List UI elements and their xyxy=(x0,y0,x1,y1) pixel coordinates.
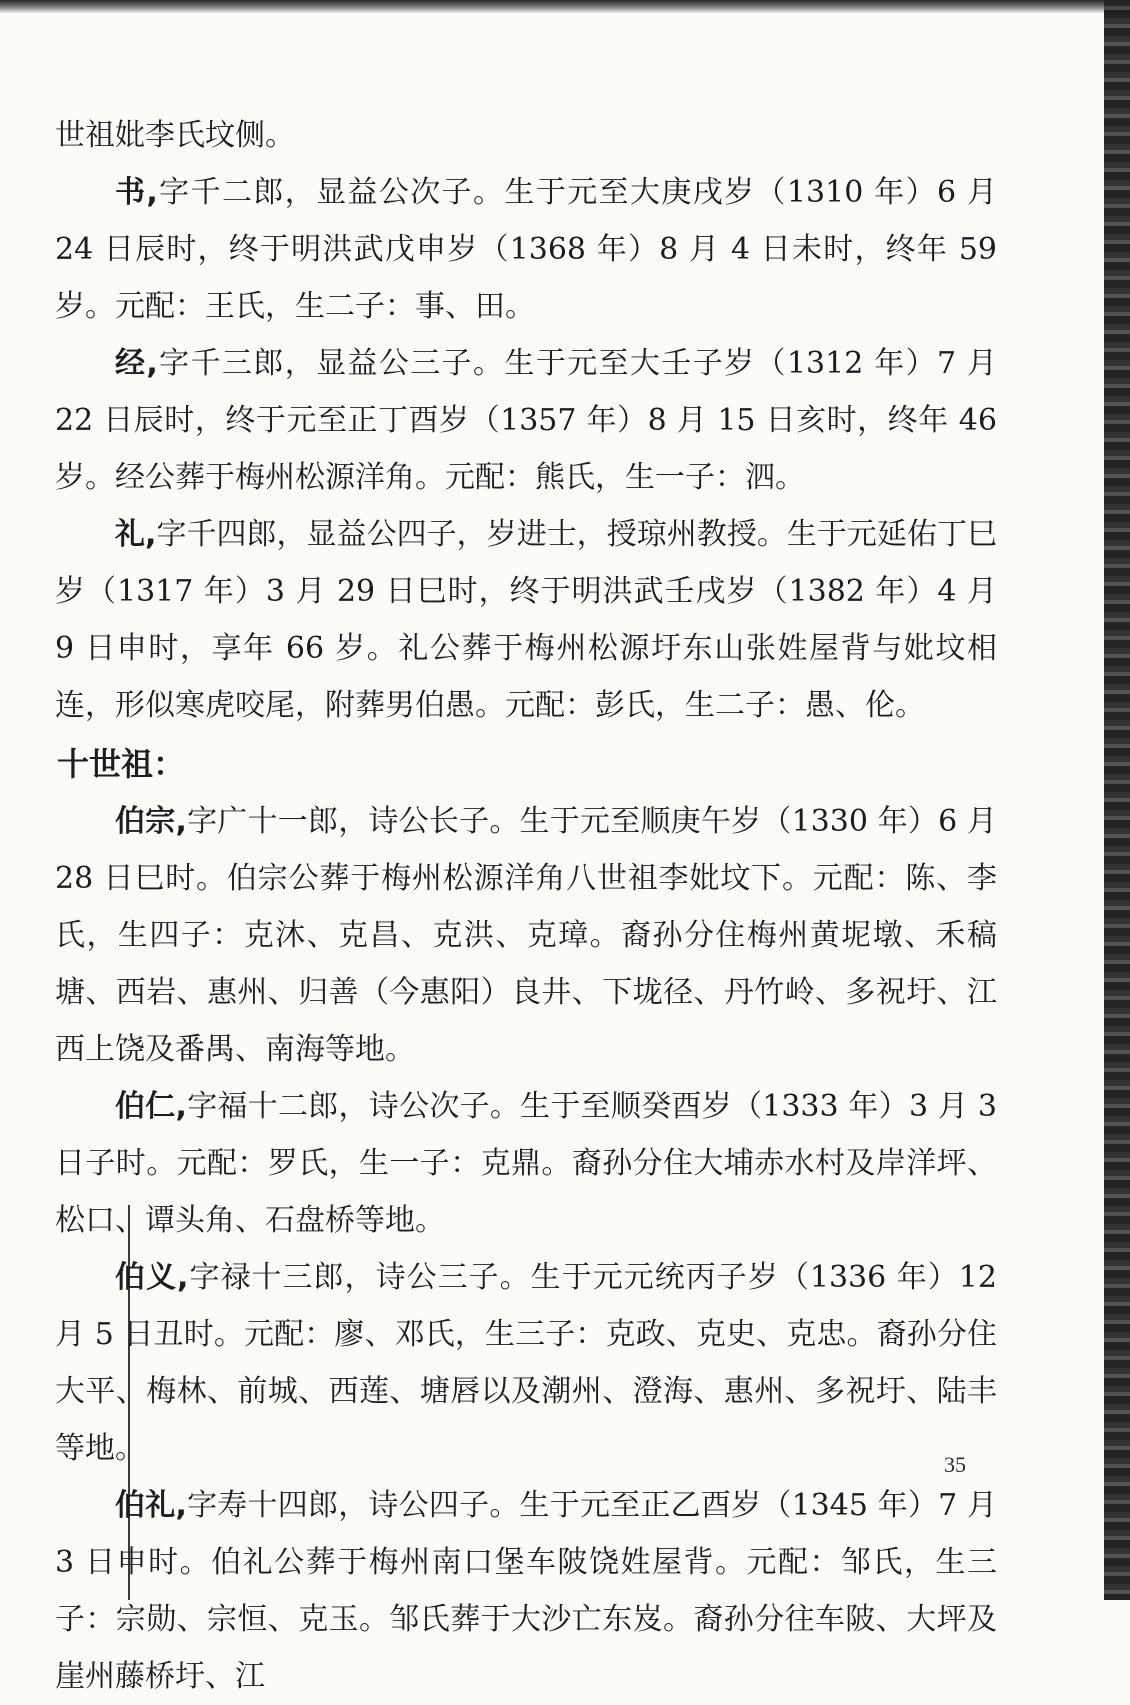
entry-name: 伯义, xyxy=(115,1260,189,1295)
entry-name: 礼, xyxy=(115,517,157,552)
entry-li xyxy=(55,506,997,734)
opening-line: 世祖妣李氏坟侧。 xyxy=(55,118,295,153)
entry-text: 字广十一郎，诗公长子。生于元至顺庚午岁（1330 年）6 月 28 日巳时。伯宗公葬于梅州松源洋角八世祖李妣坟下。元配：陈、李氏，生四子：克沐、克昌、克洪、克璋。裔孙分住梅州黄坭墩、禾稿塘、西岩、惠州、归善（今惠阳）良井、下垅径、丹竹岭、多祝圩、江西上饶及番禺、南海等地。 xyxy=(55,804,997,1067)
entry-text: 字寿十四郎，诗公四子。生于元至正乙酉岁（1345 年）7 月 3 日申时。伯礼公葬于梅州南口堡车陂饶姓屋背。元配：邹氏，生三子：宗勋、宗恒、克玉。邹氏葬于大沙亡东岌。裔孙分往车陂、大坪及崖州藤桥圩、江 xyxy=(55,1488,997,1694)
body-text xyxy=(55,107,997,1705)
entry-name: 伯仁, xyxy=(115,1089,187,1124)
entry-name: 伯宗, xyxy=(115,804,187,839)
entry-text: 字千四郎，显益公四子，岁进士，授琼州教授。生于元延佑丁巳岁（1317 年）3 月 29 日巳时，终于明洪武壬戌岁（1382 年）4 月 9 日申时，享年 66 岁。礼公葬于梅州松源圩东山张姓屋背与妣坟相连，形似寒虎咬尾，附葬男伯愚。元配：彭氏，生二子：愚、伦。 xyxy=(55,517,997,723)
section-heading: 十世祖： xyxy=(57,745,186,783)
entry-shu xyxy=(55,164,997,335)
entry-name: 书, xyxy=(115,175,158,210)
page-number: 35 xyxy=(944,1452,966,1477)
entry-bozong xyxy=(55,793,997,1078)
entry-text: 字禄十三郎，诗公三子。生于元元统丙子岁（1336 年）12 月 5 日丑时。元配：廖、邓氏，生三子：克政、克史、克忠。裔孙分住大平、梅林、前城、西莲、塘唇以及潮州、澄海、惠州、多祝圩、陆丰等地。 xyxy=(55,1260,997,1466)
entry-text: 字千二郎，显益公次子。生于元至大庚戌岁（1310 年）6 月 24 日辰时，终于明洪武戊申岁（1368 年）8 月 4 日未时，终年 59 岁。元配：王氏，生二子：事、田。 xyxy=(55,175,997,324)
entry-text: 字千三郎，显益公三子。生于元至大壬子岁（1312 年）7 月 22 日辰时，终于元至正丁酉岁（1357 年）8 月 15 日亥时，终年 46 岁。经公葬于梅州松源洋角。元配：熊氏，生一子：泗。 xyxy=(55,346,997,495)
entry-name: 伯礼, xyxy=(115,1488,187,1523)
scan-right-edge xyxy=(1104,0,1130,1600)
entry-boli xyxy=(55,1477,997,1705)
entry-text: 字福十二郎，诗公次子。生于至顺癸酉岁（1333 年）3 月 3 日子时。元配：罗氏，生一子：克鼎。裔孙分住大埔赤水村及岸洋坪、松口、谭头角、石盘桥等地。 xyxy=(55,1089,997,1238)
scan-top-edge xyxy=(0,0,1130,14)
entry-name: 经, xyxy=(115,346,158,381)
entry-boren xyxy=(55,1078,997,1249)
entry-jing xyxy=(55,335,997,506)
entry-boyi xyxy=(55,1249,997,1477)
